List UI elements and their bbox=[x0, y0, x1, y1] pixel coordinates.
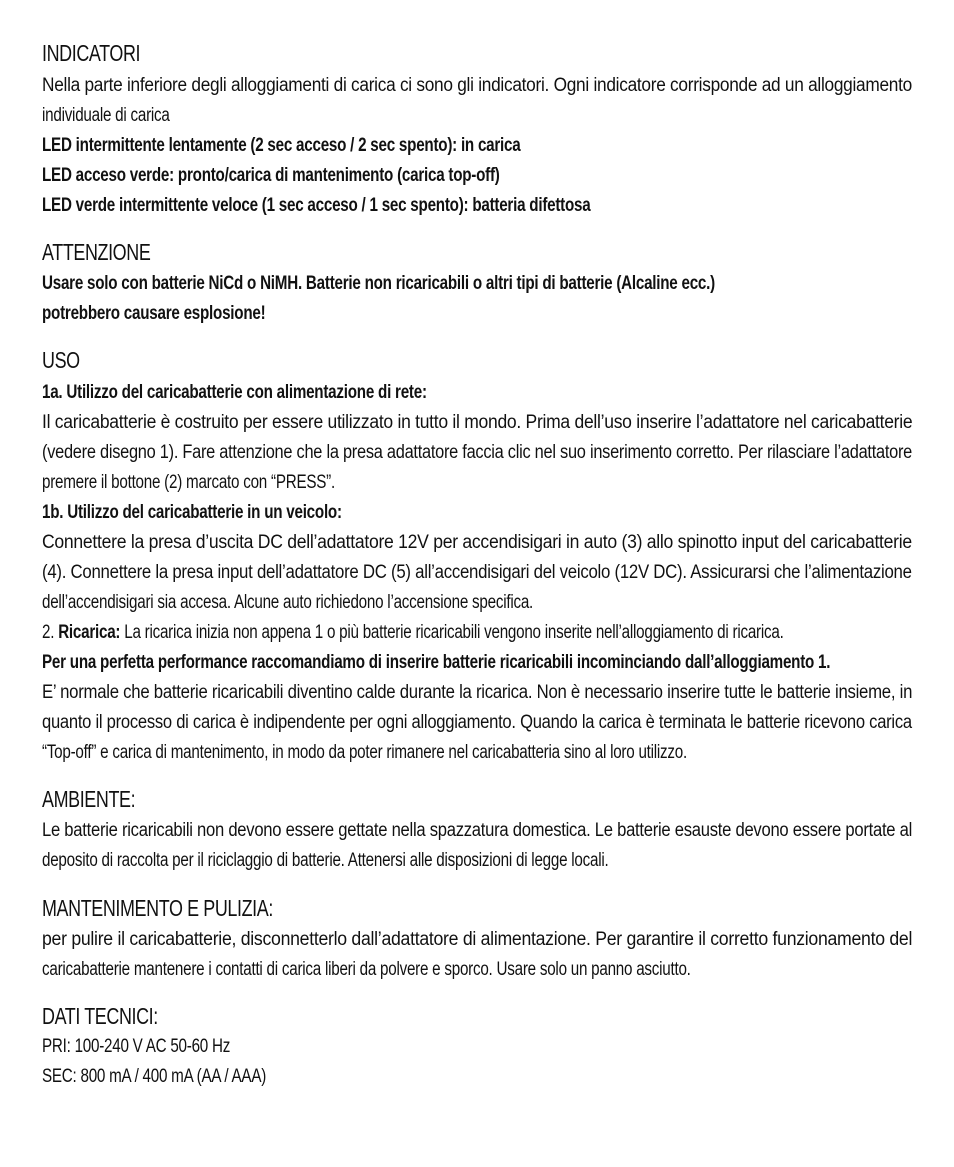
section-title-attenzione: ATTENZIONE bbox=[42, 239, 151, 265]
uso-p3-line-2: quanto il processo di carica è indipendente per ogni alloggiamento. Quando la carica è terminata le batterie ricevono carica bbox=[42, 712, 912, 733]
ambiente-line-2: deposito di raccolta per il riciclaggio di batterie. Attenersi alle disposizioni di legge locali. bbox=[42, 850, 609, 871]
section-title-mantenimento: MANTENIMENTO E PULIZIA: bbox=[42, 895, 273, 921]
uso-performance-note: Per una perfetta performance raccomandiamo di inserire batterie ricaricabili incominciando dall’alloggiamento 1. bbox=[42, 652, 831, 673]
uso-subtitle-1b: 1b. Utilizzo del caricabatterie in un veicolo: bbox=[42, 502, 342, 523]
indicatori-led-fast: LED verde intermittente veloce (1 sec acceso / 1 sec spento): batteria difettosa bbox=[42, 195, 591, 216]
section-title-ambiente: AMBIENTE: bbox=[42, 786, 136, 812]
section-title-indicatori: INDICATORI bbox=[42, 40, 141, 66]
uso-subtitle-1a: 1a. Utilizzo del caricabatterie con alimentazione di rete: bbox=[42, 382, 427, 403]
mantenimento-line-1: per pulire il caricabatterie, disconnetterlo dall’adattatore di alimentazione. Per garantire il corretto funzionamento del bbox=[42, 929, 913, 950]
attenzione-line-1: Usare solo con batterie NiCd o NiMH. Batterie non ricaricabili o altri tipi di batterie (Alcaline ecc.) bbox=[42, 273, 715, 294]
uso-ricarica-line bbox=[42, 618, 784, 648]
uso-p1-line-1: Il caricabatterie è costruito per essere utilizzato in tutto il mondo. Prima dell’uso inserire l’adattatore nel caricabatterie bbox=[42, 412, 913, 433]
indicatori-led-green: LED acceso verde: pronto/carica di mantenimento (carica top-off) bbox=[42, 165, 500, 186]
attenzione-line-2: potrebbero causare esplosione! bbox=[42, 303, 266, 324]
uso-p3-line-3: “Top-off” e carica di mantenimento, in modo da poter rimanere nel caricabatteria sino al loro utilizzo. bbox=[42, 742, 687, 763]
section-title-dati-tecnici: DATI TECNICI: bbox=[42, 1003, 158, 1029]
ambiente-line-1: Le batterie ricaricabili non devono essere gettate nella spazzatura domestica. Le batterie esauste devono essere portate al bbox=[42, 820, 913, 841]
uso-p1-line-2: (vedere disegno 1). Fare attenzione che la presa adattatore faccia clic nel suo inserimento corretto. Per rilasciare l’adattatore bbox=[42, 442, 913, 463]
section-title-uso: USO bbox=[42, 347, 80, 373]
uso-p2-line-1: Connettere la presa d’uscita DC dell’adattatore 12V per accendisigari in auto (3) allo spinotto input del caricabatterie bbox=[42, 532, 912, 553]
dati-sec: SEC: 800 mA / 400 mA (AA / AAA) bbox=[42, 1066, 267, 1087]
dati-pri: PRI: 100-240 V AC 50-60 Hz bbox=[42, 1036, 231, 1057]
uso-p2-line-3: dell’accendisigari sia accesa. Alcune auto richiedono l’accensione specifica. bbox=[42, 592, 534, 613]
uso-p2-line-2: (4). Connettere la presa input dell’adattatore DC (5) all’accendisigari del veicolo (12V DC). Assicurarsi che l’alimentazione bbox=[42, 562, 912, 583]
indicatori-led-slow: LED intermittente lentamente (2 sec acceso / 2 sec spento): in carica bbox=[42, 135, 521, 156]
mantenimento-line-2: caricabatterie mantenere i contatti di carica liberi da polvere e sporco. Usare solo un panno asciutto. bbox=[42, 959, 691, 980]
uso-p1-line-3: premere il bottone (2) marcato con “PRESS”. bbox=[42, 472, 335, 493]
uso-p3-line-1: E’ normale che batterie ricaricabili diventino calde durante la ricarica. Non è necessario inserire tutte le batterie insieme, in bbox=[42, 682, 913, 703]
ricarica-number: 2. bbox=[42, 622, 59, 643]
ricarica-text: La ricarica inizia non appena 1 o più batterie ricaricabili vengono inserite nell’alloggiamento di ricarica. bbox=[120, 622, 784, 643]
indicatori-line-1: Nella parte inferiore degli alloggiamenti di carica ci sono gli indicatori. Ogni indicatore corrisponde ad un alloggiamento bbox=[42, 75, 912, 96]
ricarica-label: Ricarica: bbox=[58, 622, 121, 643]
indicatori-line-2: individuale di carica bbox=[42, 105, 170, 126]
